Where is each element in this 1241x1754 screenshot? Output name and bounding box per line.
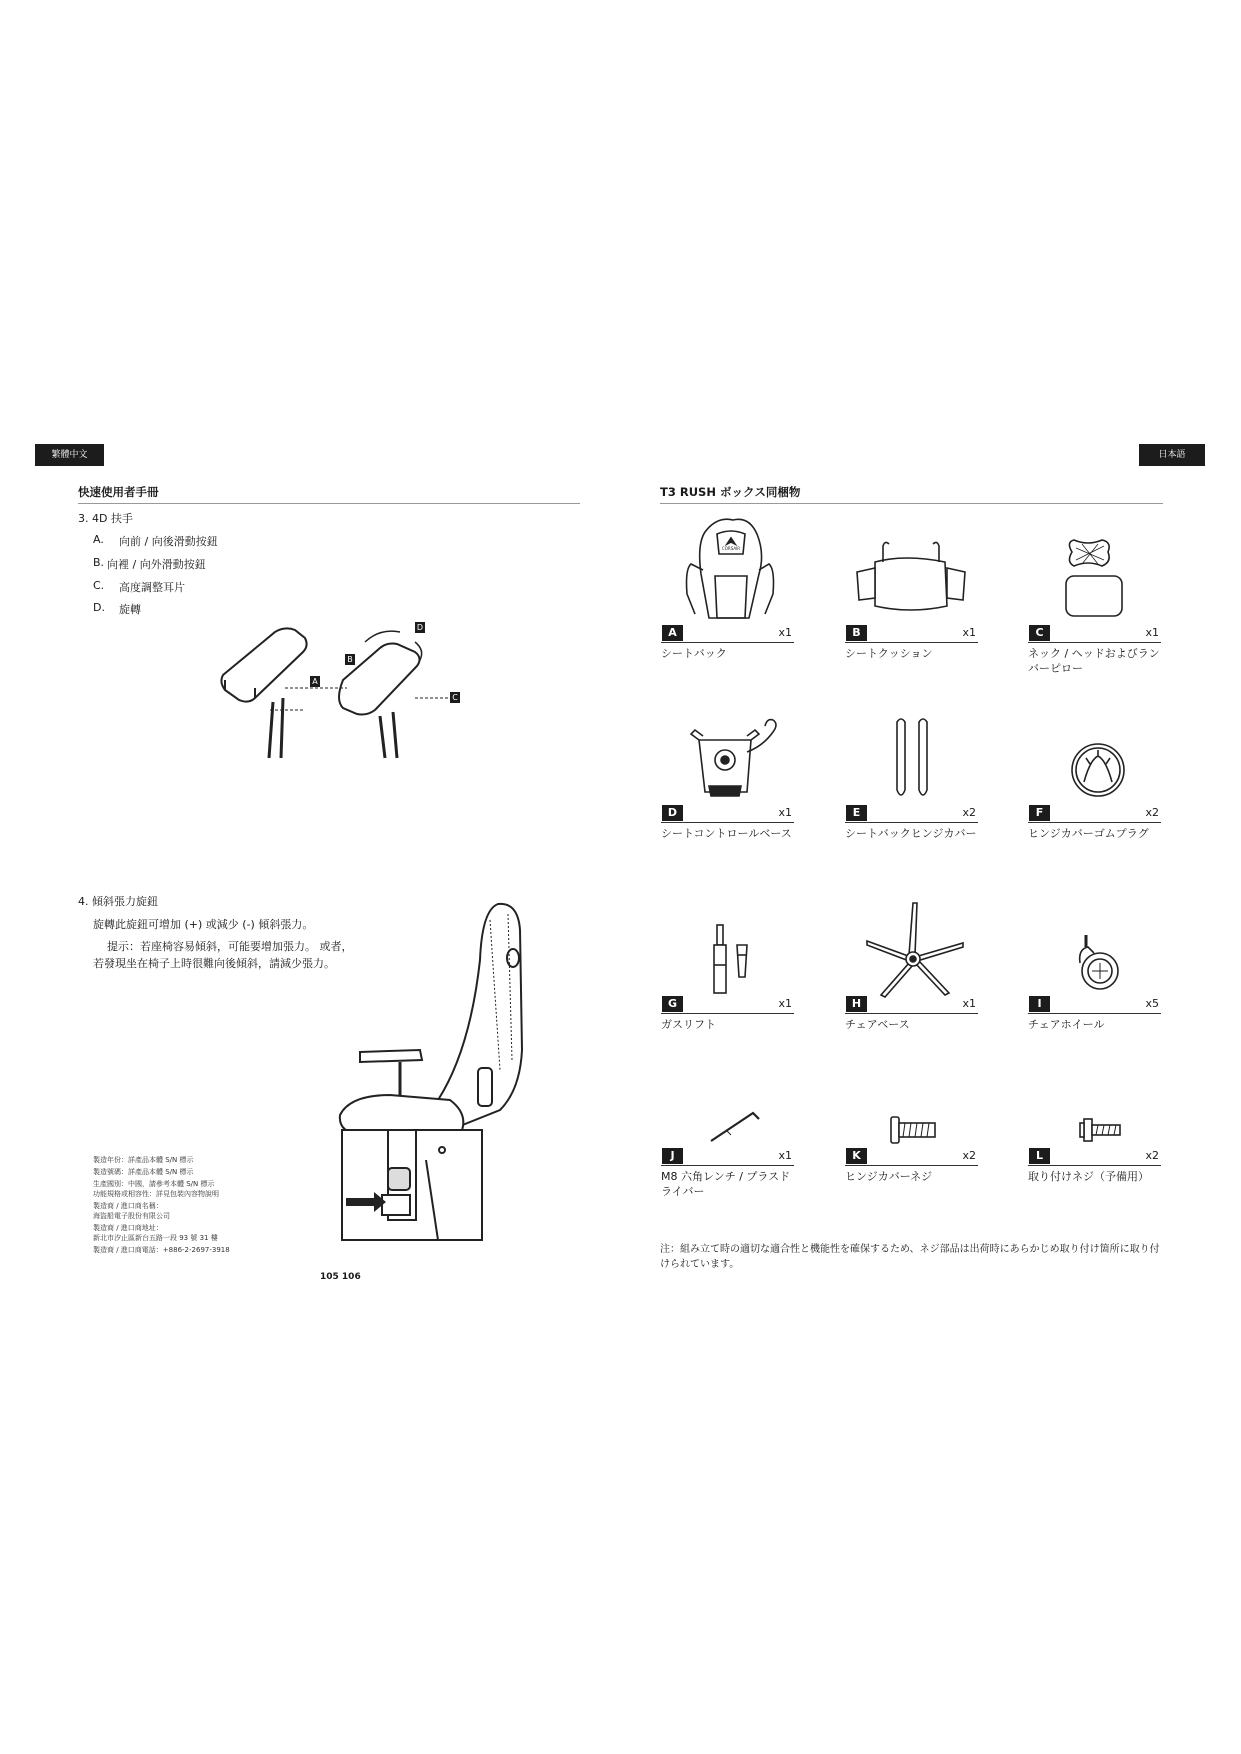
item-letter-d: D (662, 805, 683, 821)
armrest-illustration (215, 620, 475, 760)
item-letter-h: H (846, 996, 867, 1012)
item-letter-j: J (662, 1148, 683, 1164)
fine-print-line5: 製造商 / 進口商名稱： (93, 1202, 163, 1210)
item-name-k: ヒンジカバーネジ (845, 1170, 933, 1183)
section4-line2: 提示：若座椅容易傾斜，可能要增加張力。 或者， (107, 940, 353, 953)
item-name-b: シートクッション (845, 647, 933, 660)
fine-print-line9: 製造商 / 進口商電話：+886-2-2697-3918 (93, 1246, 230, 1254)
language-tag-traditional-chinese: 繁體中文 (35, 444, 104, 466)
item-qty-d: x1 (778, 806, 792, 819)
section3-item-c-key: C. (93, 579, 105, 592)
seat-control-base-illustration (661, 694, 794, 804)
item-name-i: チェアホイール (1028, 1018, 1105, 1031)
item-qty-b: x1 (962, 626, 976, 639)
section4-title: 4. 傾斜張力旋鈕 (78, 895, 158, 908)
armrest-callout-d: D (416, 623, 424, 632)
fine-print-line3: 生產國別：中國，請參考本體 S/N 標示 (93, 1180, 215, 1188)
fine-print-line8: 新北市汐止區新台五路一段 93 號 31 樓 (93, 1234, 218, 1242)
item-qty-a: x1 (778, 626, 792, 639)
item-name-l: 取り付けネジ（予備用） (1028, 1170, 1149, 1183)
item-name-j: M8 六角レンチ / プラスドライバー (661, 1170, 791, 1198)
item-letter-e: E (846, 805, 867, 821)
section3-item-a-key: A. (93, 533, 104, 546)
rubber-plug-illustration (1028, 694, 1161, 804)
section4-line3: 若發現坐在椅子上時很難向後傾斜，請減少張力。 (93, 957, 335, 970)
page-numbers: 105 106 (320, 1272, 361, 1282)
chair-tilt-illustration (330, 900, 550, 1245)
corsair-logo-text: CORSAIR (721, 546, 741, 551)
gas-lift-illustration (661, 885, 794, 995)
item-name-d: シートコントロールベース (661, 827, 792, 840)
hinge-cover-screw-illustration (845, 1037, 978, 1147)
item-qty-l: x2 (1145, 1149, 1159, 1162)
item-name-a: シートバック (661, 647, 727, 660)
assembly-note: 注：組み立て時の適切な適合性と機能性を確保するため、ネジ部品は出荷時にあらかじめ取り付け箇所に取り付けられています。 (660, 1244, 1160, 1270)
item-letter-l: L (1029, 1148, 1050, 1164)
section3-item-a-text: 向前 / 向後滑動按鈕 (119, 535, 218, 548)
fine-print-line7: 製造商 / 進口商地址： (93, 1224, 163, 1232)
item-name-f: ヒンジカバーゴムプラグ (1028, 827, 1149, 840)
section3-item-d-text: 旋轉 (119, 603, 141, 616)
item-letter-a: A (662, 625, 683, 641)
armrest-callout-b: B (345, 654, 355, 665)
chair-base-illustration (845, 885, 978, 995)
language-tag-japanese: 日本語 (1139, 444, 1205, 466)
item-name-h: チェアベース (845, 1018, 910, 1031)
pillows-illustration (1028, 514, 1161, 624)
item-letter-c: C (1029, 625, 1050, 641)
item-name-g: ガスリフト (661, 1018, 716, 1031)
left-page-heading: 快速使用者手冊 (78, 484, 580, 504)
item-letter-i: I (1029, 996, 1050, 1012)
right-page-heading: T3 RUSH ボックス同梱物 (660, 484, 1163, 504)
item-qty-h: x1 (962, 997, 976, 1010)
item-qty-c: x1 (1145, 626, 1159, 639)
item-letter-k: K (846, 1148, 867, 1164)
hinge-covers-illustration (845, 694, 978, 804)
section3-item-c-text: 高度調整耳片 (119, 581, 185, 594)
item-name-e: シートバックヒンジカバー (845, 827, 977, 840)
fine-print-line2: 製造號碼：詳產品本體 S/N 標示 (93, 1168, 194, 1176)
item-qty-j: x1 (778, 1149, 792, 1162)
armrest-callout-c: C (450, 692, 460, 703)
item-qty-e: x2 (962, 806, 976, 819)
seat-back-illustration (661, 514, 794, 624)
fine-print-line1: 製造年份：詳產品本體 S/N 標示 (93, 1156, 194, 1164)
item-qty-i: x5 (1145, 997, 1159, 1010)
section3-title: 3. 4D 扶手 (78, 512, 133, 525)
section4-line1: 旋轉此旋鈕可增加 (+) 或減少 (-) 傾斜張力。 (93, 918, 314, 931)
armrest-callout-a: A (310, 676, 320, 687)
fine-print-line6: 海盜船電子股份有限公司 (93, 1212, 170, 1220)
item-qty-k: x2 (962, 1149, 976, 1162)
section3-item-b-text: 向裡 / 向外滑動按鈕 (107, 558, 206, 571)
item-letter-f: F (1029, 805, 1050, 821)
item-qty-f: x2 (1145, 806, 1159, 819)
item-name-c: ネック / ヘッドおよびランバーピロー (1028, 647, 1160, 675)
item-letter-b: B (846, 625, 867, 641)
section3-item-d-key: D. (93, 601, 105, 614)
section3-item-b-key: B. (93, 556, 105, 569)
seat-cushion-illustration (845, 514, 978, 624)
item-letter-g: G (662, 996, 683, 1012)
chair-wheel-illustration (1028, 885, 1161, 995)
item-qty-g: x1 (778, 997, 792, 1010)
fine-print-line4: 功能規格或相容性：詳見包裝內容物說明 (93, 1190, 219, 1198)
mounting-screw-illustration (1028, 1037, 1161, 1147)
hex-wrench-illustration (661, 1037, 794, 1147)
